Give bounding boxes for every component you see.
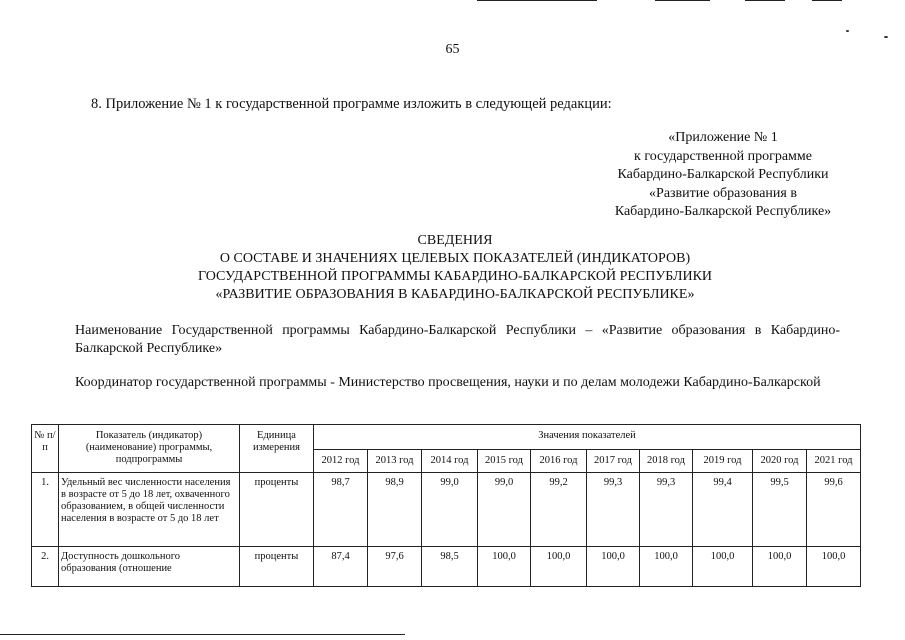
row-value: 99,3 — [587, 473, 640, 547]
appendix-line: Кабардино-Балкарской Республике» — [614, 204, 832, 219]
year-header: 2015 год — [478, 450, 531, 473]
row-value: 100,0 — [640, 547, 693, 587]
title-line: О СОСТАВЕ И ЗНАЧЕНИЯХ ЦЕЛЕВЫХ ПОКАЗАТЕЛЕЙ (ИНДИКАТОРОВ) — [219, 251, 691, 266]
year-header: 2016 год — [531, 450, 587, 473]
year-header: 2014 год — [422, 450, 478, 473]
program-name-paragraph: Наименование Государственной программы Кабардино-Балкарской Республики – «Развитие образования в Кабардино-Балкарской Республике» — [75, 323, 840, 356]
table-row — [32, 547, 861, 587]
scan-artifact-line — [0, 634, 405, 635]
row-value: 98,5 — [422, 547, 478, 587]
row-num: 1. — [32, 473, 59, 547]
year-header: 2017 год — [587, 450, 640, 473]
year-header: 2018 год — [640, 450, 693, 473]
row-indicator: Удельный вес численности населения в возрасте от 5 до 18 лет, охваченного образованием, в общей численности населения в возрасте от 5 до 18 лет — [59, 473, 240, 547]
coordinator-paragraph: Координатор государственной программы - Министерство просвещения, науки и по делам молодежи Кабардино-Балкарской — [75, 375, 821, 390]
year-header: 2020 год — [753, 450, 807, 473]
document-title — [60, 232, 850, 304]
row-value: 99,3 — [640, 473, 693, 547]
header-num: № п/п — [32, 425, 59, 473]
appendix-line: к государственной программе — [634, 148, 812, 164]
row-value: 99,6 — [807, 473, 861, 547]
table-row — [32, 473, 861, 547]
scan-artifact-dot — [846, 30, 849, 32]
scan-artifact-line — [745, 0, 785, 1]
row-value: 100,0 — [531, 547, 587, 587]
row-indicator: Доступность дошкольного образования (отношение — [59, 547, 240, 587]
row-value: 99,2 — [531, 473, 587, 547]
title-line: СВЕДЕНИЯ — [417, 233, 493, 248]
row-value: 100,0 — [753, 547, 807, 587]
row-value: 99,4 — [693, 473, 753, 547]
indicators-table — [31, 424, 861, 587]
row-value: 98,9 — [368, 473, 422, 547]
header-values: Значения показателей — [314, 425, 861, 450]
row-value: 100,0 — [478, 547, 531, 587]
row-value: 100,0 — [587, 547, 640, 587]
year-header: 2021 год — [807, 450, 861, 473]
row-unit: проценты — [240, 473, 314, 547]
scan-artifact-line — [812, 0, 842, 1]
page-number: 65 — [445, 42, 460, 57]
appendix-line: «Приложение № 1 — [668, 130, 778, 145]
header-indicator: Показатель (индикатор) (наименование) программы, подпрограммы — [59, 425, 240, 473]
row-value: 98,7 — [314, 473, 368, 547]
row-num: 2. — [32, 547, 59, 587]
item-8-text: 8. Приложение № 1 к государственной программе изложить в следующей редакции: — [91, 96, 612, 112]
scan-artifact-line — [477, 0, 597, 1]
appendix-line: «Развитие образования в — [649, 185, 797, 201]
row-value: 100,0 — [807, 547, 861, 587]
row-value: 100,0 — [693, 547, 753, 587]
scan-artifact-line — [655, 0, 710, 1]
year-header: 2013 год — [368, 450, 422, 473]
scan-artifact-dot — [884, 36, 888, 38]
year-header: 2019 год — [693, 450, 753, 473]
row-value: 99,5 — [753, 473, 807, 547]
year-header: 2012 год — [314, 450, 368, 473]
header-unit: Единица измерения — [240, 425, 314, 473]
row-unit: проценты — [240, 547, 314, 587]
title-line: «РАЗВИТИЕ ОБРАЗОВАНИЯ В КАБАРДИНО-БАЛКАРСКОЙ РЕСПУБЛИКЕ» — [215, 287, 695, 302]
title-line: ГОСУДАРСТВЕННОЙ ПРОГРАММЫ КАБАРДИНО-БАЛКАРСКОЙ РЕСПУБЛИКИ — [197, 269, 713, 284]
row-value: 97,6 — [368, 547, 422, 587]
row-value: 99,0 — [422, 473, 478, 547]
row-value: 99,0 — [478, 473, 531, 547]
appendix-header — [598, 129, 848, 222]
appendix-line: Кабардино-Балкарской Республики — [617, 167, 829, 182]
row-value: 87,4 — [314, 547, 368, 587]
